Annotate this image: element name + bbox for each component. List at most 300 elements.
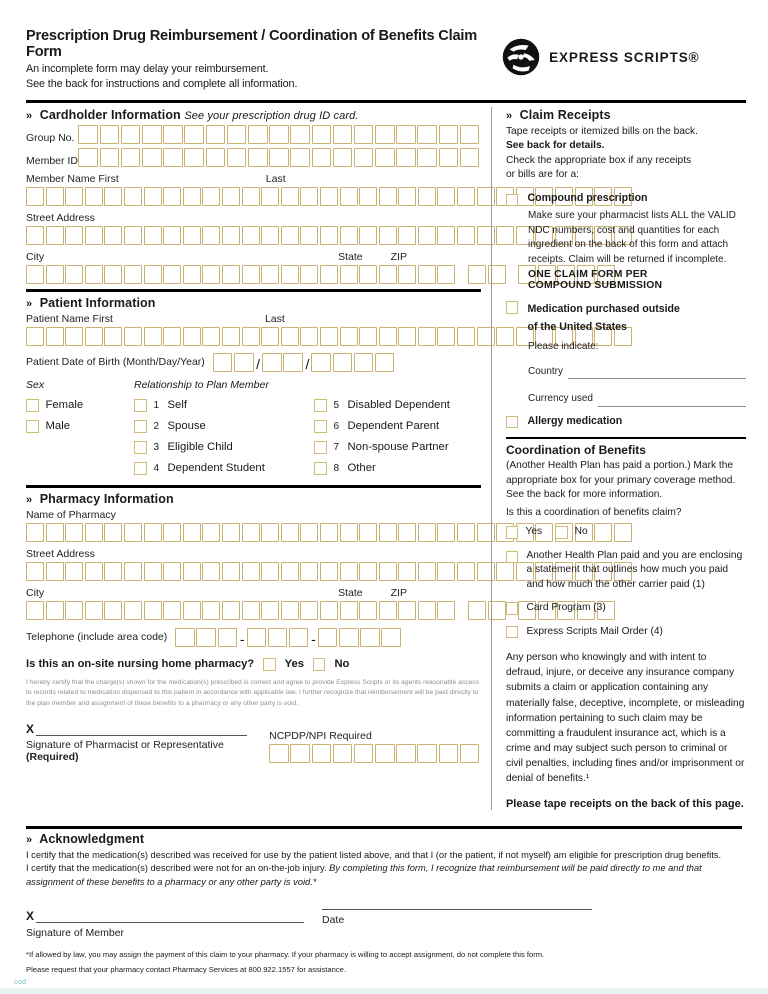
character-box[interactable] bbox=[354, 125, 374, 144]
character-box[interactable] bbox=[104, 562, 122, 581]
character-box[interactable] bbox=[381, 628, 401, 647]
character-box[interactable] bbox=[437, 562, 455, 581]
character-box[interactable] bbox=[312, 744, 332, 763]
character-box[interactable] bbox=[163, 327, 181, 346]
character-box[interactable] bbox=[261, 187, 279, 206]
character-box[interactable] bbox=[104, 187, 122, 206]
character-box[interactable] bbox=[439, 125, 459, 144]
character-box[interactable] bbox=[196, 628, 216, 647]
character-box[interactable] bbox=[144, 562, 162, 581]
character-box[interactable] bbox=[26, 601, 44, 620]
character-box[interactable] bbox=[283, 353, 303, 372]
character-box[interactable] bbox=[311, 353, 331, 372]
character-box[interactable] bbox=[418, 562, 436, 581]
character-box[interactable] bbox=[261, 601, 279, 620]
character-box[interactable] bbox=[202, 601, 220, 620]
character-box[interactable] bbox=[320, 187, 338, 206]
patient-dob-field[interactable] bbox=[26, 353, 481, 372]
character-box[interactable] bbox=[437, 187, 455, 206]
character-box[interactable] bbox=[124, 187, 142, 206]
relationship-option-3[interactable] bbox=[134, 441, 314, 454]
pharmacy-city-boxes[interactable] bbox=[26, 601, 457, 620]
character-box[interactable] bbox=[124, 327, 142, 346]
character-box[interactable] bbox=[26, 187, 44, 206]
pharmacy-telephone-field[interactable] bbox=[26, 628, 481, 647]
character-box[interactable] bbox=[333, 744, 353, 763]
character-box[interactable] bbox=[417, 148, 437, 167]
character-box[interactable] bbox=[379, 226, 397, 245]
character-box[interactable] bbox=[163, 226, 181, 245]
member-signature-field[interactable] bbox=[26, 909, 304, 939]
character-box[interactable] bbox=[320, 601, 338, 620]
checkbox-relationship-7[interactable] bbox=[314, 441, 327, 454]
character-box[interactable] bbox=[340, 226, 358, 245]
character-box[interactable] bbox=[268, 628, 288, 647]
character-box[interactable] bbox=[398, 562, 416, 581]
character-box[interactable] bbox=[261, 226, 279, 245]
character-box[interactable] bbox=[242, 265, 260, 284]
character-box[interactable] bbox=[398, 226, 416, 245]
patient-dob-day-boxes[interactable] bbox=[262, 353, 304, 372]
character-box[interactable] bbox=[142, 148, 162, 167]
character-box[interactable] bbox=[262, 353, 282, 372]
character-box[interactable] bbox=[312, 148, 332, 167]
patient-name-field[interactable] bbox=[26, 313, 481, 346]
character-box[interactable] bbox=[144, 187, 162, 206]
character-box[interactable] bbox=[26, 226, 44, 245]
character-box[interactable] bbox=[163, 562, 181, 581]
character-box[interactable] bbox=[206, 125, 226, 144]
character-box[interactable] bbox=[144, 523, 162, 542]
character-box[interactable] bbox=[175, 628, 195, 647]
character-box[interactable] bbox=[354, 744, 374, 763]
checkbox-nursing-yes[interactable] bbox=[263, 658, 276, 671]
character-box[interactable] bbox=[121, 148, 141, 167]
checkbox-relationship-5[interactable] bbox=[314, 399, 327, 412]
character-box[interactable] bbox=[320, 523, 338, 542]
character-box[interactable] bbox=[318, 628, 338, 647]
country-input-line[interactable] bbox=[568, 369, 746, 379]
character-box[interactable] bbox=[418, 327, 436, 346]
pharmacy-city-state-zip-field[interactable] bbox=[26, 587, 481, 620]
character-box[interactable] bbox=[142, 125, 162, 144]
character-box[interactable] bbox=[398, 523, 416, 542]
character-box[interactable] bbox=[375, 353, 395, 372]
character-box[interactable] bbox=[457, 523, 475, 542]
character-box[interactable] bbox=[85, 265, 103, 284]
character-box[interactable] bbox=[183, 226, 201, 245]
character-box[interactable] bbox=[242, 327, 260, 346]
character-box[interactable] bbox=[222, 265, 240, 284]
checkbox-nursing-no[interactable] bbox=[313, 658, 326, 671]
checkbox-female[interactable] bbox=[26, 399, 39, 412]
character-box[interactable] bbox=[359, 523, 377, 542]
character-box[interactable] bbox=[222, 187, 240, 206]
character-box[interactable] bbox=[418, 265, 436, 284]
character-box[interactable] bbox=[300, 265, 318, 284]
character-box[interactable] bbox=[26, 523, 44, 542]
member-name-field[interactable] bbox=[26, 173, 481, 206]
character-box[interactable] bbox=[281, 601, 299, 620]
character-box[interactable] bbox=[65, 601, 83, 620]
character-box[interactable] bbox=[202, 327, 220, 346]
character-box[interactable] bbox=[320, 327, 338, 346]
character-box[interactable] bbox=[333, 353, 353, 372]
relationship-option-6[interactable] bbox=[314, 420, 450, 433]
character-box[interactable] bbox=[359, 187, 377, 206]
pharmacist-signature-field[interactable] bbox=[26, 722, 247, 763]
sex-option-female[interactable] bbox=[26, 399, 134, 412]
character-box[interactable] bbox=[379, 187, 397, 206]
character-box[interactable] bbox=[65, 562, 83, 581]
character-box[interactable] bbox=[281, 562, 299, 581]
character-box[interactable] bbox=[418, 601, 436, 620]
character-box[interactable] bbox=[379, 601, 397, 620]
character-box[interactable] bbox=[269, 744, 289, 763]
character-box[interactable] bbox=[398, 601, 416, 620]
character-box[interactable] bbox=[26, 265, 44, 284]
character-box[interactable] bbox=[124, 265, 142, 284]
character-box[interactable] bbox=[104, 327, 122, 346]
character-box[interactable] bbox=[242, 187, 260, 206]
pharmacy-name-field[interactable] bbox=[26, 509, 481, 542]
character-box[interactable] bbox=[85, 187, 103, 206]
character-box[interactable] bbox=[218, 628, 238, 647]
checkbox-cob-other-plan[interactable] bbox=[506, 551, 519, 564]
currency-field[interactable] bbox=[528, 392, 746, 407]
character-box[interactable] bbox=[202, 523, 220, 542]
allergy-medication-option[interactable] bbox=[506, 415, 746, 429]
character-box[interactable] bbox=[46, 187, 64, 206]
character-box[interactable] bbox=[340, 187, 358, 206]
pharmacy-street-boxes[interactable] bbox=[26, 562, 481, 581]
member-id-boxes[interactable] bbox=[78, 148, 481, 167]
character-box[interactable] bbox=[222, 601, 240, 620]
character-box[interactable] bbox=[234, 353, 254, 372]
character-box[interactable] bbox=[261, 562, 279, 581]
character-box[interactable] bbox=[457, 562, 475, 581]
character-box[interactable] bbox=[333, 125, 353, 144]
character-box[interactable] bbox=[222, 327, 240, 346]
character-box[interactable] bbox=[340, 562, 358, 581]
character-box[interactable] bbox=[184, 148, 204, 167]
character-box[interactable] bbox=[398, 265, 416, 284]
character-box[interactable] bbox=[26, 562, 44, 581]
character-box[interactable] bbox=[100, 148, 120, 167]
character-box[interactable] bbox=[333, 148, 353, 167]
character-box[interactable] bbox=[375, 148, 395, 167]
checkbox-purchased-outside-us[interactable] bbox=[506, 301, 519, 314]
character-box[interactable] bbox=[242, 523, 260, 542]
character-box[interactable] bbox=[65, 226, 83, 245]
character-box[interactable] bbox=[437, 327, 455, 346]
character-box[interactable] bbox=[281, 327, 299, 346]
character-box[interactable] bbox=[248, 148, 268, 167]
character-box[interactable] bbox=[163, 601, 181, 620]
character-box[interactable] bbox=[340, 265, 358, 284]
checkbox-relationship-2[interactable] bbox=[134, 420, 147, 433]
character-box[interactable] bbox=[396, 125, 416, 144]
character-box[interactable] bbox=[281, 226, 299, 245]
character-box[interactable] bbox=[379, 327, 397, 346]
character-box[interactable] bbox=[320, 226, 338, 245]
character-box[interactable] bbox=[163, 265, 181, 284]
character-box[interactable] bbox=[320, 562, 338, 581]
character-box[interactable] bbox=[202, 265, 220, 284]
character-box[interactable] bbox=[121, 125, 141, 144]
character-box[interactable] bbox=[65, 265, 83, 284]
character-box[interactable] bbox=[320, 265, 338, 284]
character-box[interactable] bbox=[247, 628, 267, 647]
cob-option-1[interactable] bbox=[506, 549, 746, 592]
character-box[interactable] bbox=[242, 562, 260, 581]
character-box[interactable] bbox=[340, 327, 358, 346]
character-box[interactable] bbox=[46, 601, 64, 620]
character-box[interactable] bbox=[437, 523, 455, 542]
checkbox-cob-card-program[interactable] bbox=[506, 602, 519, 615]
character-box[interactable] bbox=[300, 226, 318, 245]
checkbox-relationship-1[interactable] bbox=[134, 399, 147, 412]
character-box[interactable] bbox=[340, 601, 358, 620]
country-field[interactable] bbox=[528, 365, 746, 380]
character-box[interactable] bbox=[100, 125, 120, 144]
character-box[interactable] bbox=[85, 523, 103, 542]
checkbox-relationship-8[interactable] bbox=[314, 462, 327, 475]
character-box[interactable] bbox=[359, 562, 377, 581]
character-box[interactable] bbox=[46, 226, 64, 245]
character-box[interactable] bbox=[439, 148, 459, 167]
character-box[interactable] bbox=[26, 327, 44, 346]
character-box[interactable] bbox=[359, 327, 377, 346]
character-box[interactable] bbox=[379, 523, 397, 542]
character-box[interactable] bbox=[227, 148, 247, 167]
compound-prescription-option[interactable] bbox=[506, 192, 746, 207]
character-box[interactable] bbox=[290, 125, 310, 144]
character-box[interactable] bbox=[183, 327, 201, 346]
character-box[interactable] bbox=[437, 265, 455, 284]
character-box[interactable] bbox=[261, 327, 279, 346]
character-box[interactable] bbox=[379, 562, 397, 581]
character-box[interactable] bbox=[144, 601, 162, 620]
character-box[interactable] bbox=[183, 187, 201, 206]
character-box[interactable] bbox=[281, 265, 299, 284]
character-box[interactable] bbox=[78, 148, 98, 167]
character-box[interactable] bbox=[206, 148, 226, 167]
character-box[interactable] bbox=[222, 562, 240, 581]
character-box[interactable] bbox=[281, 187, 299, 206]
character-box[interactable] bbox=[300, 523, 318, 542]
character-box[interactable] bbox=[261, 523, 279, 542]
character-box[interactable] bbox=[124, 601, 142, 620]
character-box[interactable] bbox=[300, 562, 318, 581]
character-box[interactable] bbox=[104, 265, 122, 284]
character-box[interactable] bbox=[144, 327, 162, 346]
patient-dob-year-boxes[interactable] bbox=[311, 353, 396, 372]
character-box[interactable] bbox=[124, 523, 142, 542]
character-box[interactable] bbox=[85, 601, 103, 620]
character-box[interactable] bbox=[417, 744, 437, 763]
member-state-boxes[interactable] bbox=[468, 265, 507, 284]
character-box[interactable] bbox=[437, 601, 455, 620]
character-box[interactable] bbox=[289, 628, 309, 647]
group-no-boxes[interactable] bbox=[78, 125, 481, 144]
character-box[interactable] bbox=[104, 601, 122, 620]
character-box[interactable] bbox=[104, 523, 122, 542]
patient-dob-month-boxes[interactable] bbox=[213, 353, 255, 372]
character-box[interactable] bbox=[457, 327, 475, 346]
cob-option-2[interactable] bbox=[506, 601, 746, 615]
character-box[interactable] bbox=[439, 744, 459, 763]
character-box[interactable] bbox=[359, 265, 377, 284]
character-box[interactable] bbox=[354, 148, 374, 167]
ncpdp-boxes[interactable] bbox=[269, 744, 481, 763]
character-box[interactable] bbox=[460, 744, 480, 763]
character-box[interactable] bbox=[398, 327, 416, 346]
character-box[interactable] bbox=[183, 562, 201, 581]
sex-option-male[interactable] bbox=[26, 420, 134, 433]
character-box[interactable] bbox=[46, 265, 64, 284]
character-box[interactable] bbox=[457, 226, 475, 245]
character-box[interactable] bbox=[468, 265, 486, 284]
character-box[interactable] bbox=[398, 187, 416, 206]
character-box[interactable] bbox=[396, 148, 416, 167]
member-city-state-zip-field[interactable] bbox=[26, 251, 481, 284]
character-box[interactable] bbox=[339, 628, 359, 647]
checkbox-compound-prescription[interactable] bbox=[506, 194, 519, 207]
checkbox-relationship-6[interactable] bbox=[314, 420, 327, 433]
character-box[interactable] bbox=[46, 562, 64, 581]
character-box[interactable] bbox=[417, 125, 437, 144]
character-box[interactable] bbox=[242, 226, 260, 245]
date-field[interactable] bbox=[322, 909, 592, 939]
phone-area-boxes[interactable] bbox=[175, 628, 239, 647]
relationship-option-1[interactable] bbox=[134, 399, 314, 412]
patient-name-boxes[interactable] bbox=[26, 327, 481, 346]
phone-line-boxes[interactable] bbox=[318, 628, 403, 647]
checkbox-cob-no[interactable] bbox=[555, 526, 568, 539]
character-box[interactable] bbox=[468, 601, 486, 620]
character-box[interactable] bbox=[46, 327, 64, 346]
character-box[interactable] bbox=[227, 125, 247, 144]
character-box[interactable] bbox=[65, 523, 83, 542]
character-box[interactable] bbox=[85, 226, 103, 245]
character-box[interactable] bbox=[312, 125, 332, 144]
character-box[interactable] bbox=[359, 226, 377, 245]
phone-prefix-boxes[interactable] bbox=[247, 628, 311, 647]
character-box[interactable] bbox=[144, 226, 162, 245]
character-box[interactable] bbox=[85, 562, 103, 581]
character-box[interactable] bbox=[437, 226, 455, 245]
character-box[interactable] bbox=[46, 523, 64, 542]
pharmacy-state-boxes[interactable] bbox=[468, 601, 507, 620]
character-box[interactable] bbox=[359, 601, 377, 620]
character-box[interactable] bbox=[457, 187, 475, 206]
member-name-boxes[interactable] bbox=[26, 187, 481, 206]
character-box[interactable] bbox=[460, 148, 480, 167]
checkbox-cob-yes[interactable] bbox=[506, 526, 519, 539]
ncpdp-field[interactable] bbox=[269, 730, 481, 763]
character-box[interactable] bbox=[418, 523, 436, 542]
character-box[interactable] bbox=[269, 148, 289, 167]
member-city-boxes[interactable] bbox=[26, 265, 457, 284]
group-no-field[interactable] bbox=[26, 125, 481, 144]
relationship-option-2[interactable] bbox=[134, 420, 314, 433]
character-box[interactable] bbox=[124, 226, 142, 245]
character-box[interactable] bbox=[375, 744, 395, 763]
character-box[interactable] bbox=[396, 744, 416, 763]
character-box[interactable] bbox=[163, 187, 181, 206]
cob-option-3[interactable] bbox=[506, 625, 746, 639]
outside-us-option[interactable] bbox=[506, 299, 746, 335]
character-box[interactable] bbox=[163, 148, 183, 167]
relationship-option-7[interactable] bbox=[314, 441, 450, 454]
character-box[interactable] bbox=[202, 226, 220, 245]
character-box[interactable] bbox=[163, 125, 183, 144]
character-box[interactable] bbox=[290, 744, 310, 763]
checkbox-relationship-3[interactable] bbox=[134, 441, 147, 454]
character-box[interactable] bbox=[269, 125, 289, 144]
character-box[interactable] bbox=[379, 265, 397, 284]
checkbox-male[interactable] bbox=[26, 420, 39, 433]
relationship-option-8[interactable] bbox=[314, 462, 450, 475]
character-box[interactable] bbox=[213, 353, 233, 372]
character-box[interactable] bbox=[104, 226, 122, 245]
character-box[interactable] bbox=[202, 562, 220, 581]
character-box[interactable] bbox=[242, 601, 260, 620]
checkbox-cob-mail-order[interactable] bbox=[506, 626, 519, 639]
character-box[interactable] bbox=[300, 187, 318, 206]
member-street-boxes[interactable] bbox=[26, 226, 481, 245]
pharmacy-name-boxes[interactable] bbox=[26, 523, 481, 542]
character-box[interactable] bbox=[183, 265, 201, 284]
checkbox-allergy-medication[interactable] bbox=[506, 416, 519, 429]
character-box[interactable] bbox=[375, 125, 395, 144]
character-box[interactable] bbox=[85, 327, 103, 346]
character-box[interactable] bbox=[163, 523, 181, 542]
relationship-option-4[interactable] bbox=[134, 462, 314, 475]
character-box[interactable] bbox=[65, 327, 83, 346]
character-box[interactable] bbox=[354, 353, 374, 372]
character-box[interactable] bbox=[261, 265, 279, 284]
character-box[interactable] bbox=[184, 125, 204, 144]
currency-input-line[interactable] bbox=[598, 397, 746, 407]
relationship-option-5[interactable] bbox=[314, 399, 450, 412]
member-street-field[interactable] bbox=[26, 212, 481, 245]
character-box[interactable] bbox=[124, 562, 142, 581]
character-box[interactable] bbox=[202, 187, 220, 206]
character-box[interactable] bbox=[418, 187, 436, 206]
character-box[interactable] bbox=[65, 187, 83, 206]
pharmacy-street-field[interactable] bbox=[26, 548, 481, 581]
character-box[interactable] bbox=[78, 125, 98, 144]
character-box[interactable] bbox=[183, 601, 201, 620]
checkbox-relationship-4[interactable] bbox=[134, 462, 147, 475]
character-box[interactable] bbox=[360, 628, 380, 647]
character-box[interactable] bbox=[300, 327, 318, 346]
character-box[interactable] bbox=[340, 523, 358, 542]
character-box[interactable] bbox=[183, 523, 201, 542]
character-box[interactable] bbox=[144, 265, 162, 284]
character-box[interactable] bbox=[248, 125, 268, 144]
character-box[interactable] bbox=[418, 226, 436, 245]
character-box[interactable] bbox=[281, 523, 299, 542]
character-box[interactable] bbox=[222, 523, 240, 542]
character-box[interactable] bbox=[222, 226, 240, 245]
character-box[interactable] bbox=[290, 148, 310, 167]
character-box[interactable] bbox=[460, 125, 480, 144]
character-box[interactable] bbox=[300, 601, 318, 620]
member-id-field[interactable] bbox=[26, 148, 481, 167]
